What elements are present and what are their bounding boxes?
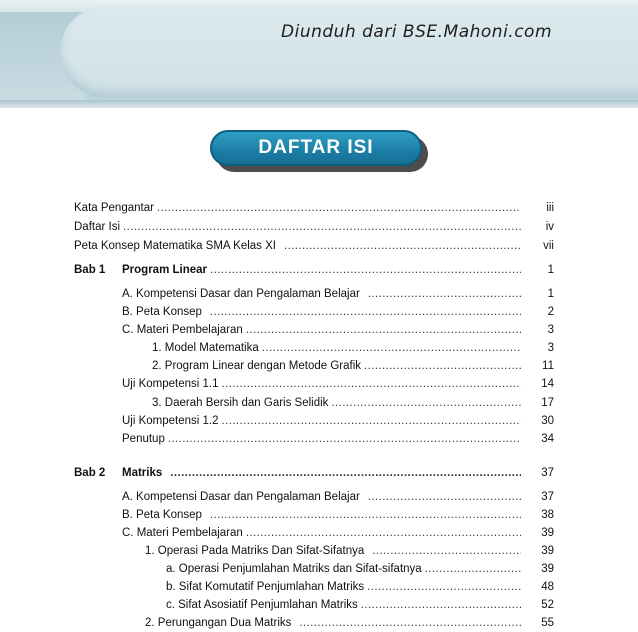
toc-entry-label: 1. Operasi Pada Matriks Dan Sifat-Sifatnya xyxy=(145,545,365,557)
toc-entry-page: 30 xyxy=(541,415,554,427)
dot-leader xyxy=(157,199,521,217)
toc-entry-label: a. Operasi Penjumlahan Matriks dan Sifat-sifatnya xyxy=(166,563,422,575)
toc-entry xyxy=(122,506,524,524)
dot-leader xyxy=(368,488,521,506)
toc-entry-label: A. Kompetensi Dasar dan Pengalaman Belajar xyxy=(122,288,360,300)
toc-entry-label: 2. Perungangan Dua Matriks xyxy=(145,617,292,629)
dot-leader xyxy=(372,542,521,560)
dot-leader xyxy=(331,394,521,412)
toc-entry-page: 37 xyxy=(541,491,554,503)
toc-entry xyxy=(145,614,524,632)
header-banner xyxy=(0,0,638,108)
toc-entry xyxy=(152,339,524,357)
toc-entry-page: 14 xyxy=(541,378,554,390)
chapter-number: Bab 1 xyxy=(74,264,106,276)
toc-entry xyxy=(152,394,524,412)
toc-entry-page: 52 xyxy=(541,599,554,611)
toc-entry-page: iv xyxy=(545,221,554,233)
toc-entry-label: Kata Pengantar xyxy=(74,202,154,214)
toc-entry-label: Program Linear xyxy=(122,264,207,276)
dot-leader xyxy=(284,237,521,255)
toc-entry-page: 2 xyxy=(547,306,554,318)
toc-entry xyxy=(74,237,524,255)
banner-bottom-edge xyxy=(0,100,638,108)
toc-entry-label: A. Kompetensi Dasar dan Pengalaman Belajar xyxy=(122,491,360,503)
chapter-number: Bab 2 xyxy=(74,467,106,479)
toc-entry xyxy=(122,285,524,303)
toc-entry xyxy=(122,524,524,542)
toc-entry-page: 48 xyxy=(541,581,554,593)
dot-leader xyxy=(168,430,521,448)
toc-entry xyxy=(166,596,524,614)
toc-entry-page: 1 xyxy=(547,288,554,300)
toc-entry xyxy=(122,412,524,430)
toc-entry-page: vii xyxy=(543,240,554,252)
banner-curve xyxy=(60,6,638,98)
toc-entry-label: Peta Konsep Matematika SMA Kelas XI xyxy=(74,240,276,252)
banner-text: Diunduh dari BSE.Mahoni.com xyxy=(281,22,552,42)
toc-entry-page: 3 xyxy=(547,342,554,354)
toc-entry xyxy=(122,488,524,506)
toc-entry-page: 39 xyxy=(541,527,554,539)
dot-leader xyxy=(222,412,521,430)
title-badge xyxy=(210,130,428,170)
dot-leader xyxy=(262,339,521,357)
toc-entry-page: 38 xyxy=(541,509,554,521)
toc-entry-label: c. Sifat Asosiatif Penjumlahan Matriks xyxy=(166,599,358,611)
toc-entry xyxy=(74,199,524,217)
toc-entry-page: 34 xyxy=(541,433,554,445)
toc-entry xyxy=(166,560,524,578)
toc-entry-page: 17 xyxy=(541,397,554,409)
toc-entry xyxy=(122,303,524,321)
toc-entry-label: b. Sifat Komutatif Penjumlahan Matriks xyxy=(166,581,365,593)
toc-entry xyxy=(152,357,524,375)
toc-entry-page: 55 xyxy=(541,617,554,629)
dot-leader xyxy=(299,614,521,632)
toc-entry-label: Uji Kompetensi 1.1 xyxy=(122,378,219,390)
toc-entry-page: 3 xyxy=(547,324,554,336)
toc-entry-label: 3. Daerah Bersih dan Garis Selidik xyxy=(152,397,329,409)
dot-leader xyxy=(170,464,521,482)
toc-entry xyxy=(122,321,524,339)
toc-entry-label: B. Peta Konsep xyxy=(122,306,202,318)
toc-entry-label: Matriks xyxy=(122,467,163,479)
toc-entry-label: 2. Program Linear dengan Metode Grafik xyxy=(152,360,362,372)
dot-leader xyxy=(364,357,521,375)
title-badge-box xyxy=(210,130,422,166)
toc-entry-label: C. Materi Pembelajaran xyxy=(122,527,243,539)
dot-leader xyxy=(222,375,521,393)
toc-entry xyxy=(122,430,524,448)
toc-entry-page: 1 xyxy=(547,264,554,276)
dot-leader xyxy=(210,506,521,524)
toc-entry-label: B. Peta Konsep xyxy=(122,509,202,521)
dot-leader xyxy=(361,596,521,614)
dot-leader xyxy=(367,578,521,596)
toc-entry-label: 1. Model Matematika xyxy=(152,342,259,354)
toc-entry-label: Penutup xyxy=(122,433,165,445)
dot-leader xyxy=(425,560,521,578)
toc-entry xyxy=(122,375,524,393)
page-title: DAFTAR ISI xyxy=(258,137,374,158)
toc-entry xyxy=(166,578,524,596)
toc-chapter-entry xyxy=(122,464,524,482)
dot-leader xyxy=(210,261,521,279)
toc-entry-label: Uji Kompetensi 1.2 xyxy=(122,415,219,427)
dot-leader xyxy=(246,524,521,542)
toc-entry-page: 39 xyxy=(541,563,554,575)
toc-chapter-entry xyxy=(122,261,524,279)
toc-entry-page: iii xyxy=(546,202,554,214)
toc-entry-page: 11 xyxy=(542,360,554,372)
toc-entry xyxy=(145,542,524,560)
toc-entry-page: 39 xyxy=(541,545,554,557)
dot-leader xyxy=(368,285,521,303)
toc-entry xyxy=(74,218,524,236)
dot-leader xyxy=(123,218,521,236)
toc-entry-label: Daftar Isi xyxy=(74,221,121,233)
toc-entry-page: 37 xyxy=(541,467,554,479)
dot-leader xyxy=(210,303,521,321)
toc-entry-label: C. Materi Pembelajaran xyxy=(122,324,243,336)
dot-leader xyxy=(246,321,521,339)
